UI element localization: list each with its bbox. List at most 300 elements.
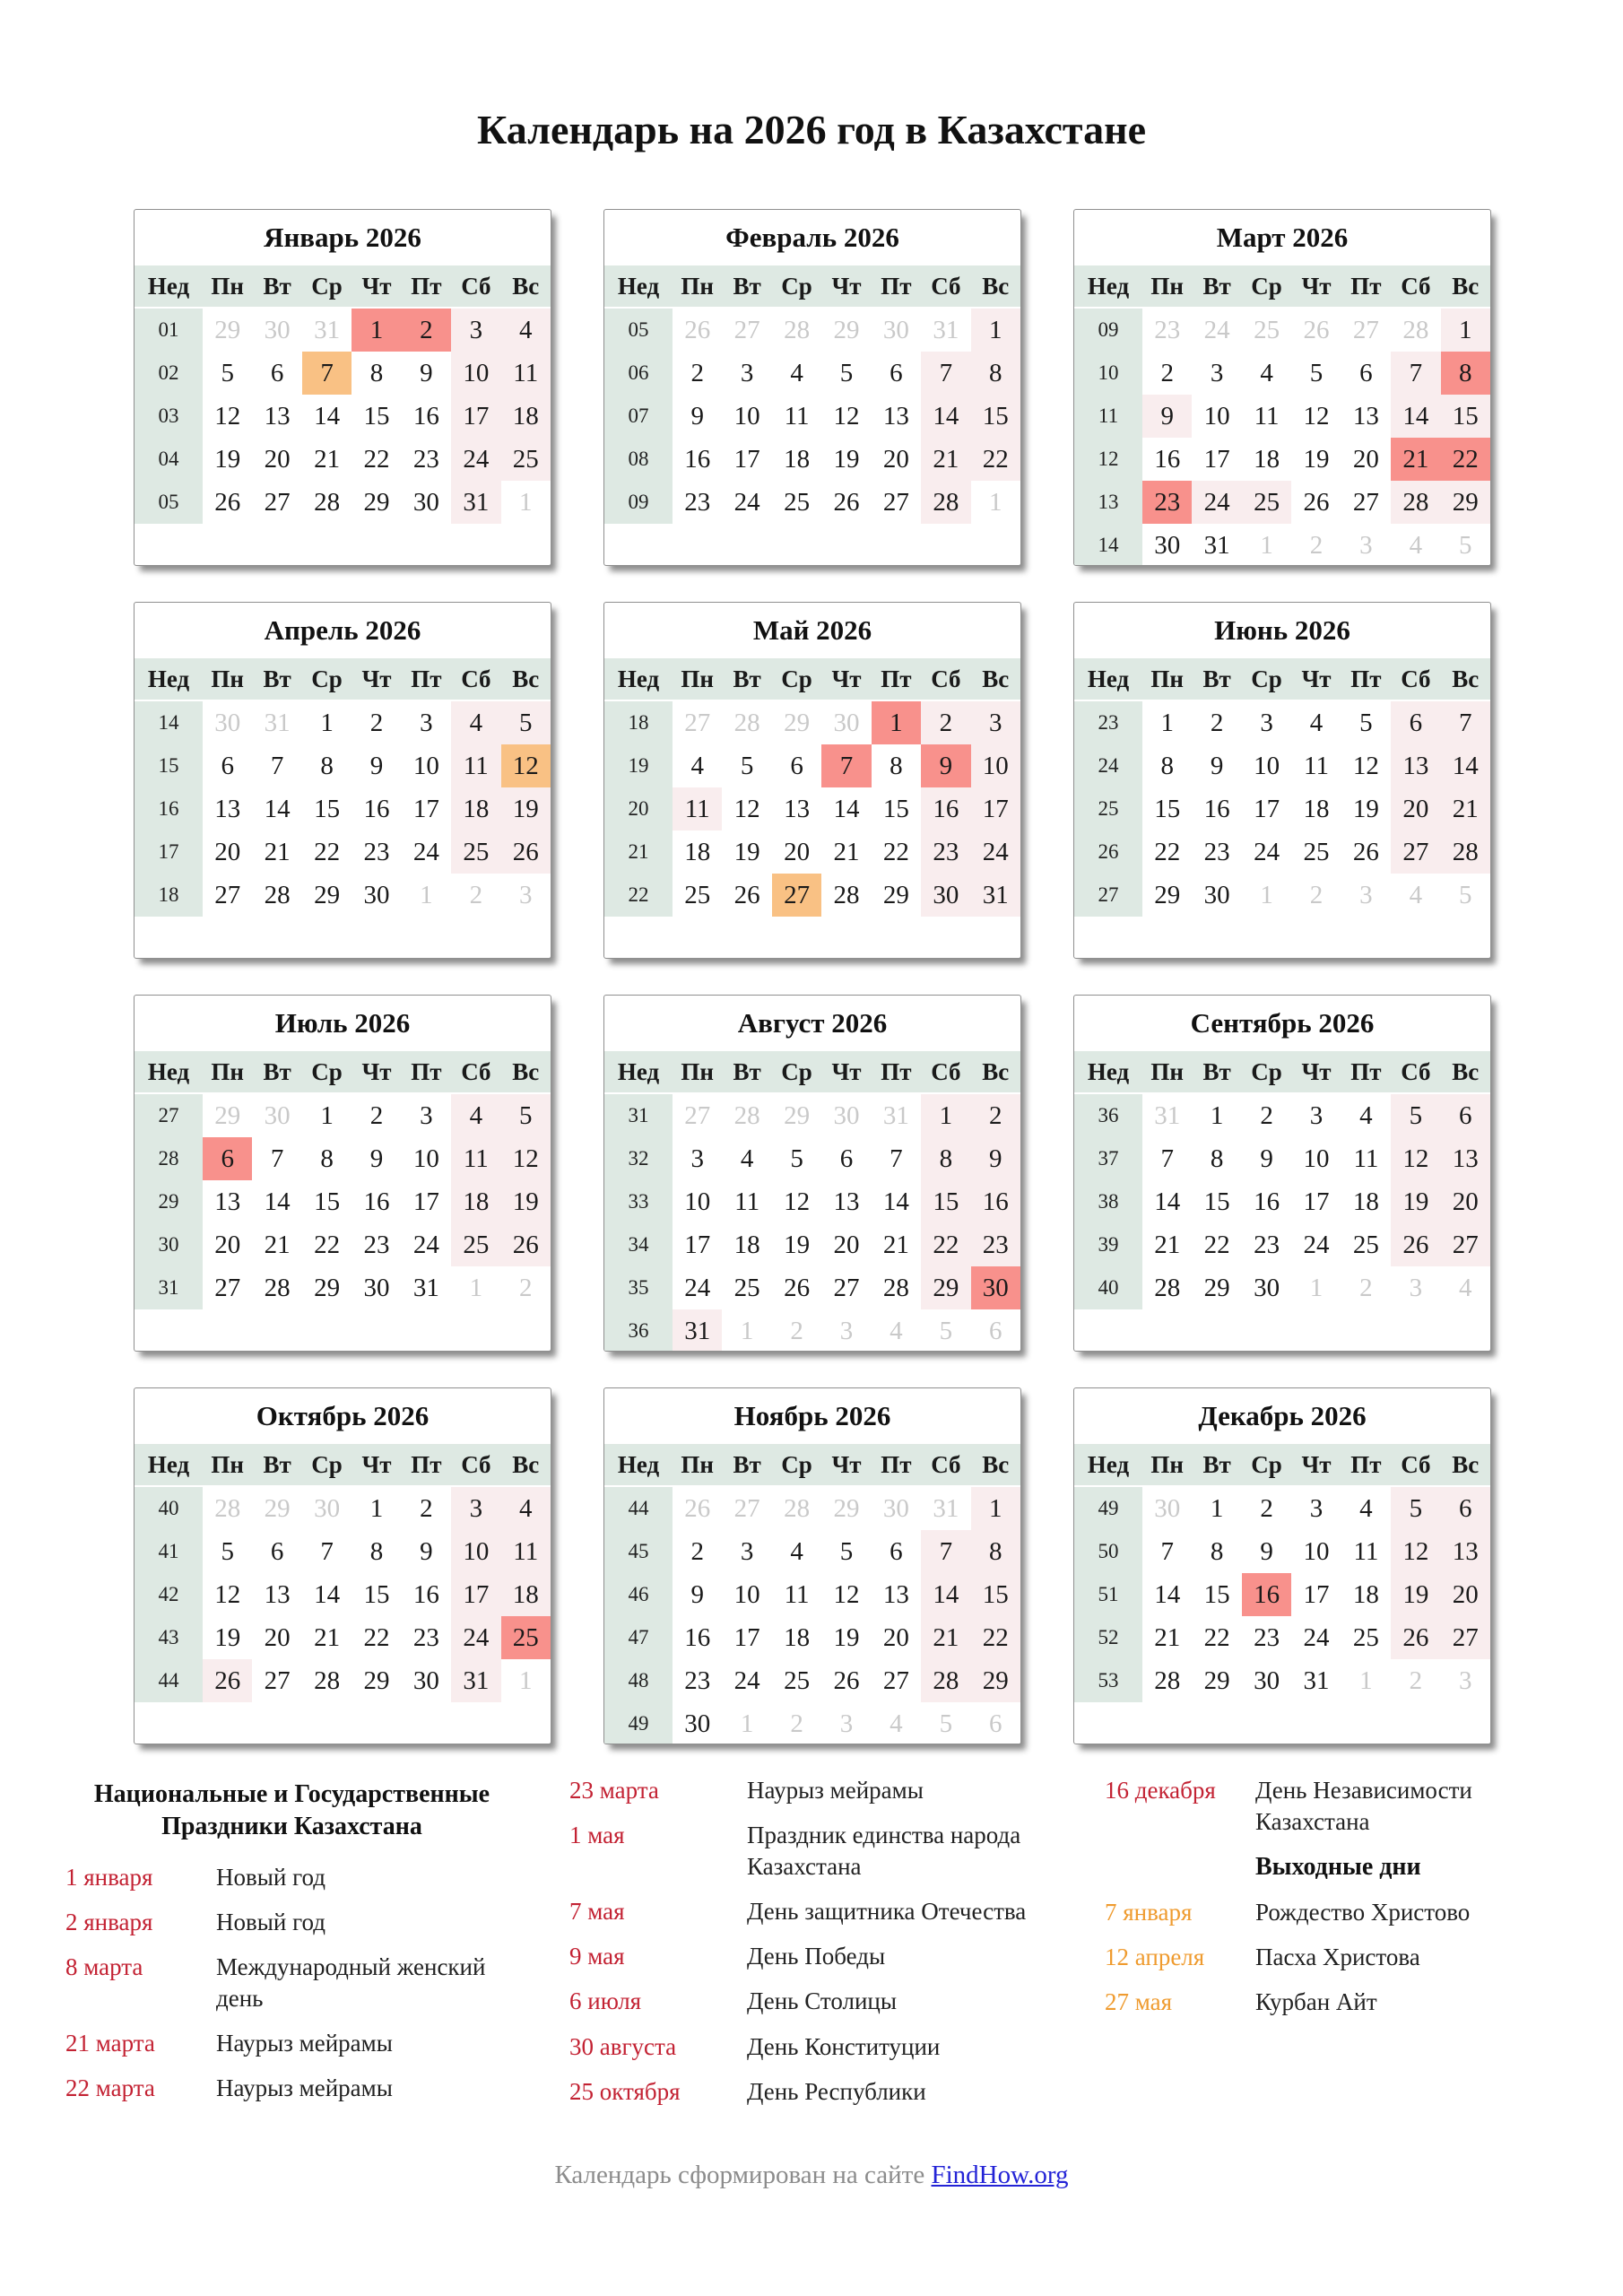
- legend-item: [1105, 1987, 1558, 2018]
- legend-heading-weekend: Выходные дни: [1255, 1853, 1421, 1882]
- week-number: 02: [135, 352, 203, 395]
- legend-holiday-name: Новый год: [216, 1863, 325, 1891]
- week-number: 38: [1074, 1180, 1142, 1223]
- day-cell: 2: [501, 1266, 551, 1309]
- day-cell: 27: [203, 1266, 252, 1309]
- weekday-header: Вс: [971, 658, 1020, 700]
- day-cell: 26: [821, 481, 871, 524]
- weekday-header: Сб: [921, 1444, 970, 1485]
- month-title: Декабрь 2026: [1198, 1400, 1367, 1431]
- weekday-header: Вс: [501, 1444, 551, 1485]
- day-cell: 7: [302, 352, 352, 395]
- day-cell: 4: [1441, 1266, 1490, 1309]
- week-number: 43: [135, 1616, 203, 1659]
- day-cell: 10: [451, 1530, 500, 1573]
- day-cell: 2: [402, 1487, 451, 1530]
- day-cell: 27: [722, 1487, 771, 1530]
- day-cell: 24: [722, 1659, 771, 1702]
- day-cell: 19: [772, 1223, 821, 1266]
- weekday-header: Вс: [1441, 658, 1490, 700]
- day-cell: 27: [1441, 1223, 1490, 1266]
- day-cell: 14: [302, 1573, 352, 1616]
- day-cell: 11: [1341, 1137, 1391, 1180]
- day-cell: 30: [302, 1487, 352, 1530]
- month-card: [603, 209, 1021, 566]
- day-cell: 13: [1391, 744, 1440, 787]
- day-cell: 19: [1391, 1180, 1440, 1223]
- day-cell: 1: [971, 309, 1020, 352]
- day-cell: 6: [1441, 1487, 1490, 1530]
- month-title: Июнь 2026: [1214, 614, 1350, 646]
- day-cell: 16: [1242, 1573, 1291, 1616]
- day-cell: 30: [971, 1266, 1020, 1309]
- day-cell: 7: [921, 1530, 970, 1573]
- month-title: Апрель 2026: [264, 614, 421, 646]
- weekday-header: Пн: [1142, 265, 1192, 307]
- legend-item: [569, 2031, 1054, 2063]
- day-cell: 20: [821, 1223, 871, 1266]
- day-cell: 15: [921, 1180, 970, 1223]
- day-cell: 5: [1341, 701, 1391, 744]
- day-cell: 24: [402, 831, 451, 874]
- day-cell: 3: [971, 701, 1020, 744]
- weekday-header: Ср: [772, 1444, 821, 1485]
- day-cell: 5: [722, 744, 771, 787]
- day-cell: 22: [352, 438, 401, 481]
- weekday-header: Ср: [1242, 1444, 1291, 1485]
- week-number: 52: [1074, 1616, 1142, 1659]
- weekday-header: Вт: [252, 265, 301, 307]
- day-cell: 25: [1291, 831, 1341, 874]
- legend-holiday-name: День защитника Отечества: [747, 1898, 1027, 1926]
- day-cell: 26: [203, 481, 252, 524]
- legend-holiday-name: День Конституции: [747, 2032, 941, 2060]
- months-grid: [134, 209, 1489, 1744]
- weekday-header: Чт: [352, 658, 401, 700]
- day-cell: 7: [1142, 1137, 1192, 1180]
- week-number: 31: [604, 1094, 673, 1137]
- day-cell: 28: [252, 1266, 301, 1309]
- day-cell: 3: [821, 1702, 871, 1744]
- day-cell: 1: [352, 1487, 401, 1530]
- day-cell: 1: [971, 481, 1020, 524]
- day-cell: 30: [402, 1659, 451, 1702]
- day-cell: 18: [722, 1223, 771, 1266]
- week-number: 53: [1074, 1659, 1142, 1702]
- day-cell: 30: [352, 1266, 401, 1309]
- day-cell: 13: [821, 1180, 871, 1223]
- day-cell: 27: [252, 481, 301, 524]
- day-cell: 4: [451, 1094, 500, 1137]
- day-cell: 6: [203, 1137, 252, 1180]
- week-number: 08: [604, 438, 673, 481]
- day-cell: 12: [1391, 1137, 1440, 1180]
- weekday-header: Вс: [1441, 1051, 1490, 1092]
- weekday-header: Сб: [451, 658, 500, 700]
- day-cell: 28: [302, 481, 352, 524]
- month-grid: [135, 1444, 551, 1702]
- day-cell: 31: [872, 1094, 921, 1137]
- day-cell: 25: [1242, 481, 1291, 524]
- day-cell: 28: [252, 874, 301, 917]
- day-cell: 28: [203, 1487, 252, 1530]
- month-grid: [1074, 265, 1490, 566]
- day-cell: 13: [872, 395, 921, 438]
- day-cell: 23: [1242, 1616, 1291, 1659]
- legend-date: 8 марта: [65, 1952, 143, 1980]
- week-number: 13: [1074, 481, 1142, 524]
- day-cell: 18: [1341, 1180, 1391, 1223]
- day-cell: 29: [872, 874, 921, 917]
- day-cell: 24: [1192, 309, 1241, 352]
- day-cell: 29: [1142, 874, 1192, 917]
- day-cell: 28: [1142, 1659, 1192, 1702]
- legend-holiday-name: Международный женский день: [216, 1952, 486, 2013]
- day-cell: 5: [501, 701, 551, 744]
- day-cell: 29: [252, 1487, 301, 1530]
- week-number: 50: [1074, 1530, 1142, 1573]
- day-cell: 31: [252, 701, 301, 744]
- day-cell: 12: [722, 787, 771, 831]
- week-number: 10: [1074, 352, 1142, 395]
- day-cell: 19: [203, 438, 252, 481]
- legend-date: 6 июля: [569, 1987, 642, 2015]
- day-cell: 1: [1242, 524, 1291, 566]
- day-cell: 7: [872, 1137, 921, 1180]
- weekday-header: Вс: [971, 1051, 1020, 1092]
- week-number: 16: [135, 787, 203, 831]
- weekday-header: Пт: [1341, 265, 1391, 307]
- week-number: 03: [135, 395, 203, 438]
- day-cell: 4: [1291, 701, 1341, 744]
- day-cell: 21: [921, 1616, 970, 1659]
- day-cell: 17: [451, 395, 500, 438]
- day-cell: 11: [772, 1573, 821, 1616]
- day-cell: 12: [821, 1573, 871, 1616]
- day-cell: 5: [203, 1530, 252, 1573]
- day-cell: 24: [1192, 481, 1241, 524]
- day-cell: 11: [501, 352, 551, 395]
- day-cell: 17: [722, 1616, 771, 1659]
- week-number: 39: [1074, 1223, 1142, 1266]
- day-cell: 30: [402, 481, 451, 524]
- day-cell: 15: [872, 787, 921, 831]
- day-cell: 31: [1142, 1094, 1192, 1137]
- week-number: 29: [135, 1180, 203, 1223]
- day-cell: 1: [1291, 1266, 1341, 1309]
- legend-list-weekend: [1105, 1897, 1558, 2018]
- day-cell: 3: [1291, 1487, 1341, 1530]
- day-cell: 30: [1192, 874, 1241, 917]
- day-cell: 31: [1291, 1659, 1341, 1702]
- day-cell: 23: [971, 1223, 1020, 1266]
- day-cell: 13: [252, 395, 301, 438]
- day-cell: 29: [203, 1094, 252, 1137]
- week-number: 49: [1074, 1487, 1142, 1530]
- day-cell: 27: [673, 1094, 722, 1137]
- weekday-header: Вс: [971, 265, 1020, 307]
- day-cell: 23: [352, 1223, 401, 1266]
- legend-holiday-name: Наурыз мейрамы: [216, 2074, 393, 2102]
- day-cell: 19: [821, 1616, 871, 1659]
- week-number: 30: [135, 1223, 203, 1266]
- page-title: Календарь на 2026 год в Казахстане: [477, 107, 1146, 152]
- day-cell: 20: [1391, 787, 1440, 831]
- day-cell: 29: [921, 1266, 970, 1309]
- day-cell: 6: [872, 352, 921, 395]
- weekday-header: Ср: [772, 1051, 821, 1092]
- day-cell: 24: [1291, 1223, 1341, 1266]
- day-cell: 21: [1391, 438, 1440, 481]
- week-number: 27: [1074, 874, 1142, 917]
- day-cell: 17: [402, 787, 451, 831]
- legend-holiday-name: День Столицы: [747, 1987, 897, 2015]
- day-cell: 7: [1441, 701, 1490, 744]
- weekday-header: Пн: [203, 1444, 252, 1485]
- weekday-header: Пт: [1341, 1051, 1391, 1092]
- legend-date: 7 января: [1105, 1898, 1193, 1926]
- day-cell: 3: [821, 1309, 871, 1352]
- day-cell: 28: [772, 1487, 821, 1530]
- legend-date: 1 мая: [569, 1822, 625, 1849]
- day-cell: 23: [1242, 1223, 1291, 1266]
- weekday-header: Сб: [451, 265, 500, 307]
- legend-date: 27 мая: [1105, 1987, 1173, 2015]
- month-card: [603, 602, 1021, 959]
- month-title: Март 2026: [1216, 222, 1349, 253]
- day-cell: 9: [402, 352, 451, 395]
- day-cell: 7: [1391, 352, 1440, 395]
- day-cell: 10: [1242, 744, 1291, 787]
- day-cell: 27: [772, 874, 821, 917]
- day-cell: 24: [402, 1223, 451, 1266]
- day-cell: 23: [673, 481, 722, 524]
- day-cell: 31: [451, 1659, 500, 1702]
- day-cell: 12: [501, 1137, 551, 1180]
- day-cell: 4: [1341, 1094, 1391, 1137]
- day-cell: 3: [402, 1094, 451, 1137]
- week-number: 45: [604, 1530, 673, 1573]
- day-cell: 15: [1192, 1180, 1241, 1223]
- week-number: 09: [1074, 309, 1142, 352]
- week-number: 17: [135, 831, 203, 874]
- weekday-header: Пн: [673, 658, 722, 700]
- day-cell: 5: [1291, 352, 1341, 395]
- day-cell: 27: [1391, 831, 1440, 874]
- weekday-header: Чт: [352, 1444, 401, 1485]
- day-cell: 19: [1391, 1573, 1440, 1616]
- month-card: [134, 1387, 551, 1744]
- day-cell: 6: [252, 1530, 301, 1573]
- week-number: 09: [604, 481, 673, 524]
- day-cell: 16: [1192, 787, 1241, 831]
- day-cell: 29: [1192, 1659, 1241, 1702]
- day-cell: 15: [352, 1573, 401, 1616]
- legend-holiday-name: День Республики: [747, 2077, 926, 2105]
- month-title: Май 2026: [752, 614, 872, 646]
- week-number: 12: [1074, 438, 1142, 481]
- day-cell: 16: [352, 787, 401, 831]
- weekday-header: Сб: [451, 1444, 500, 1485]
- day-cell: 8: [1192, 1530, 1241, 1573]
- day-cell: 20: [772, 831, 821, 874]
- day-cell: 21: [302, 1616, 352, 1659]
- day-cell: 13: [203, 1180, 252, 1223]
- day-cell: 31: [451, 481, 500, 524]
- day-cell: 2: [1291, 524, 1341, 566]
- week-column-header: Нед: [604, 658, 673, 700]
- month-card: [1073, 209, 1491, 566]
- day-cell: 14: [302, 395, 352, 438]
- day-cell: 14: [872, 1180, 921, 1223]
- legend-holiday-name: Новый год: [216, 1908, 325, 1935]
- day-cell: 14: [921, 395, 970, 438]
- day-cell: 12: [501, 744, 551, 787]
- legend-list-national-2: [569, 1775, 1054, 2108]
- day-cell: 7: [252, 1137, 301, 1180]
- day-cell: 3: [451, 309, 500, 352]
- day-cell: 9: [352, 1137, 401, 1180]
- legend-column-national-2: [569, 1775, 1054, 2121]
- day-cell: 4: [872, 1702, 921, 1744]
- day-cell: 5: [1391, 1487, 1440, 1530]
- week-column-header: Нед: [604, 1444, 673, 1485]
- day-cell: 27: [1341, 481, 1391, 524]
- day-cell: 29: [1192, 1266, 1241, 1309]
- day-cell: 3: [501, 874, 551, 917]
- weekday-header: Пн: [1142, 1444, 1192, 1485]
- day-cell: 1: [451, 1266, 500, 1309]
- day-cell: 19: [1341, 787, 1391, 831]
- day-cell: 5: [1441, 874, 1490, 917]
- legend-date: 21 марта: [65, 2030, 155, 2057]
- month-card: [134, 995, 551, 1352]
- weekday-header: Чт: [1291, 658, 1341, 700]
- day-cell: 10: [1291, 1530, 1341, 1573]
- weekday-header: Вт: [722, 265, 771, 307]
- day-cell: 3: [1341, 524, 1391, 566]
- week-column-header: Нед: [135, 658, 203, 700]
- day-cell: 30: [252, 1094, 301, 1137]
- day-cell: 8: [1142, 744, 1192, 787]
- day-cell: 18: [451, 1180, 500, 1223]
- day-cell: 3: [722, 1530, 771, 1573]
- day-cell: 26: [821, 1659, 871, 1702]
- day-cell: 3: [451, 1487, 500, 1530]
- day-cell: 2: [352, 1094, 401, 1137]
- day-cell: 18: [673, 831, 722, 874]
- day-cell: 28: [1391, 481, 1440, 524]
- legend-date: 25 октября: [569, 2077, 681, 2105]
- day-cell: 30: [352, 874, 401, 917]
- footer-link[interactable]: FindHow.org: [931, 2160, 1069, 2189]
- day-cell: 23: [402, 1616, 451, 1659]
- day-cell: 17: [1291, 1180, 1341, 1223]
- day-cell: 7: [302, 1530, 352, 1573]
- week-number: 18: [604, 701, 673, 744]
- legend-date: 12 апреля: [1105, 1943, 1205, 1970]
- day-cell: 6: [971, 1702, 1020, 1744]
- month-title: Сентябрь 2026: [1190, 1007, 1375, 1039]
- day-cell: 11: [451, 1137, 500, 1180]
- day-cell: 25: [501, 1616, 551, 1659]
- month-card: [603, 1387, 1021, 1744]
- month-card: [1073, 995, 1491, 1352]
- day-cell: 28: [722, 701, 771, 744]
- day-cell: 22: [302, 831, 352, 874]
- week-column-header: Нед: [1074, 1444, 1142, 1485]
- day-cell: 3: [1391, 1266, 1440, 1309]
- day-cell: 31: [302, 309, 352, 352]
- legend-date: 23 марта: [569, 1777, 659, 1804]
- day-cell: 15: [971, 395, 1020, 438]
- weekday-header: Пт: [402, 265, 451, 307]
- day-cell: 26: [673, 1487, 722, 1530]
- month-grid: [604, 658, 1020, 917]
- week-number: 40: [135, 1487, 203, 1530]
- day-cell: 5: [821, 1530, 871, 1573]
- day-cell: 9: [673, 395, 722, 438]
- day-cell: 9: [1242, 1530, 1291, 1573]
- month-grid: [604, 1051, 1020, 1352]
- week-number: 22: [604, 874, 673, 917]
- day-cell: 15: [302, 787, 352, 831]
- week-column-header: Нед: [604, 1051, 673, 1092]
- day-cell: 11: [673, 787, 722, 831]
- day-cell: 5: [821, 352, 871, 395]
- weekday-header: Ср: [772, 658, 821, 700]
- day-cell: 28: [772, 309, 821, 352]
- day-cell: 12: [203, 395, 252, 438]
- day-cell: 29: [821, 309, 871, 352]
- day-cell: 6: [971, 1309, 1020, 1352]
- day-cell: 14: [252, 1180, 301, 1223]
- day-cell: 1: [1441, 309, 1490, 352]
- day-cell: 21: [1142, 1223, 1192, 1266]
- legend-heading-national: Национальные и Государственные Праздники Казахстана: [93, 1780, 490, 1841]
- legend-holiday-name: Курбан Айт: [1255, 1987, 1377, 2015]
- day-cell: 11: [1341, 1530, 1391, 1573]
- day-cell: 21: [821, 831, 871, 874]
- day-cell: 7: [1142, 1530, 1192, 1573]
- month-grid: [135, 1051, 551, 1309]
- day-cell: 7: [252, 744, 301, 787]
- day-cell: 1: [722, 1309, 771, 1352]
- day-cell: 20: [203, 1223, 252, 1266]
- day-cell: 1: [501, 1659, 551, 1702]
- day-cell: 2: [772, 1702, 821, 1744]
- day-cell: 20: [872, 1616, 921, 1659]
- day-cell: 3: [1341, 874, 1391, 917]
- day-cell: 22: [1142, 831, 1192, 874]
- weekday-header: Ср: [302, 265, 352, 307]
- week-number: 40: [1074, 1266, 1142, 1309]
- day-cell: 3: [722, 352, 771, 395]
- day-cell: 4: [1341, 1487, 1391, 1530]
- day-cell: 6: [772, 744, 821, 787]
- day-cell: 4: [451, 701, 500, 744]
- day-cell: 1: [1192, 1487, 1241, 1530]
- day-cell: 4: [872, 1309, 921, 1352]
- day-cell: 24: [722, 481, 771, 524]
- day-cell: 26: [772, 1266, 821, 1309]
- day-cell: 14: [921, 1573, 970, 1616]
- month-title: Январь 2026: [264, 222, 421, 253]
- week-column-header: Нед: [135, 265, 203, 307]
- week-number: 11: [1074, 395, 1142, 438]
- legend-holiday-name: День Победы: [747, 1943, 886, 1970]
- day-cell: 22: [1192, 1223, 1241, 1266]
